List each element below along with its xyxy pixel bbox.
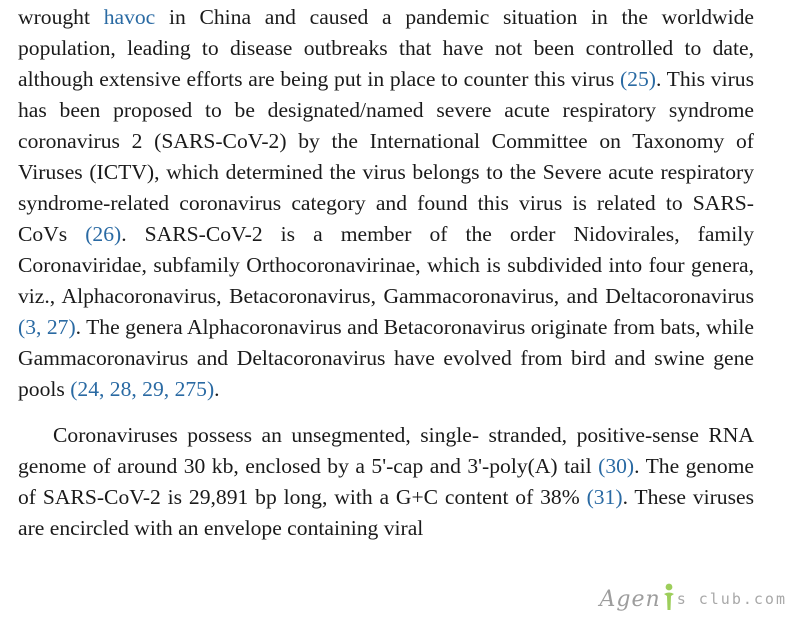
text-run: . SARS-CoV-2 is a member of the order Nidovirales, family Coronaviridae, subfamily Orthocoronavirinae, which is subdivided into four genera, viz., Alphacoronavirus, Betacoronavirus, Gammacoronavirus, and Deltacoronavirus bbox=[18, 222, 754, 308]
text-run: . These viruses are encircled with an envelope containing viral bbox=[18, 485, 754, 540]
text-run: wrought bbox=[18, 5, 104, 29]
person-icon bbox=[662, 582, 676, 612]
citation-link-26[interactable]: (26) bbox=[85, 222, 122, 246]
text-run: in China and caused a pandemic situation in the worldwide population, leading to disease outbreaks that have not been controlled to date, although extensive efforts are being put in place to counter this virus bbox=[18, 5, 754, 91]
watermark-text-2: s club.com bbox=[676, 590, 787, 608]
text-run: . bbox=[214, 377, 220, 401]
watermark-logo bbox=[600, 582, 787, 612]
link-havoc[interactable]: havoc bbox=[103, 5, 156, 29]
text-run: . This virus has been proposed to be designated/named severe acute respiratory syndrome coronavirus 2 (SARS-CoV-2) by the International Committee on Taxonomy of Viruses (ICTV), which determined the virus belongs to the Severe acute respiratory syndrome-related coronavirus category and found this virus is related to SARS-CoVs bbox=[18, 67, 754, 246]
text-run: Coronaviruses possess an unsegmented, single- stranded, positive-sense RNA genome of around 30 kb, enclosed by a 5'-cap and 3'-poly(A) tail bbox=[18, 423, 754, 478]
citation-link-24-28-29-275[interactable]: (24, 28, 29, 275) bbox=[70, 377, 215, 401]
article-body bbox=[18, 2, 754, 544]
citation-link-3-27[interactable]: (3, 27) bbox=[18, 315, 76, 339]
watermark-text-1: Agen bbox=[599, 587, 661, 612]
paragraph-2 bbox=[18, 420, 754, 544]
citation-link-31[interactable]: (31) bbox=[586, 485, 623, 509]
citation-link-25[interactable]: (25) bbox=[619, 67, 656, 91]
citation-link-30[interactable]: (30) bbox=[598, 454, 635, 478]
paragraph-1 bbox=[18, 2, 754, 405]
text-run: . The genera Alphacoronavirus and Betacoronavirus originate from bats, while Gammacoronavirus and Deltacoronavirus have evolved from bird and swine gene pools bbox=[18, 315, 754, 401]
text-run: . The genome of SARS-CoV-2 is 29,891 bp long, with a G+C content of 38% bbox=[18, 454, 755, 509]
